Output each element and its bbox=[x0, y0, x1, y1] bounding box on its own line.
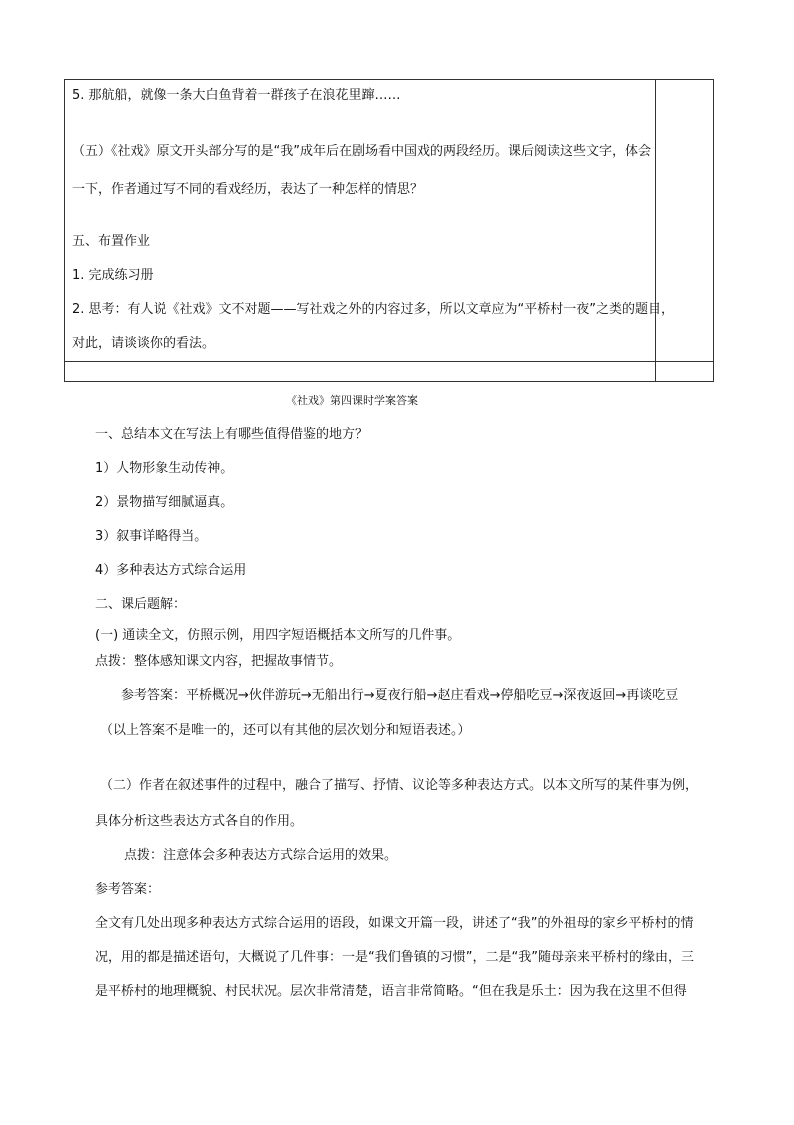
answer-line: 是平桥村的地理概貌、村民状况。层次非常清楚，语言非常简略。“但在我是乐土：因为我在这里不但得 bbox=[95, 984, 687, 999]
table-line: 对此，请谈谈你的看法。 bbox=[72, 336, 216, 351]
answer-line: 2）景物描写细腻逼真。 bbox=[95, 495, 234, 510]
answer-line: 点拨：整体感知课文内容，把握故事情节。 bbox=[95, 654, 343, 669]
table-line: 1. 完成练习册 bbox=[72, 268, 154, 283]
table-line: （五）《社戏》原文开头部分写的是“我”成年后在剧场看中国戏的两段经历。课后阅读这些文字，体会 bbox=[72, 144, 651, 159]
answer-line: （二）作者在叙述事件的过程中，融合了描写、抒情、议论等多种表达方式。以本文所写的某件事为例， bbox=[100, 778, 699, 793]
answer-line: 具体分析这些表达方式各自的作用。 bbox=[95, 814, 304, 829]
table-line: 2. 思考：有人说《社戏》文不对题——写社戏之外的内容过多，所以文章应为“平桥村一夜”之类的题目， bbox=[72, 302, 675, 317]
answer-line: 况，用的都是描述语句，大概说了几件事：一是“我们鲁镇的习惯”，二是“我”随母亲来平桥村的缘由，三 bbox=[95, 950, 694, 965]
answer-line: 参考答案：平桥概况→伙伴游玩→无船出行→夏夜行船→赵庄看戏→停船吃豆→深夜返回→再谈吃豆 bbox=[121, 688, 679, 703]
table-column-divider bbox=[655, 80, 656, 381]
answer-line: 参考答案： bbox=[95, 882, 161, 897]
answer-line: 点拨：注意体会多种表达方式综合运用的效果。 bbox=[124, 848, 398, 863]
answer-line: 二、课后题解： bbox=[95, 597, 187, 612]
answer-line: (一) 通读全文，仿照示例，用四字短语概括本文所写的几件事。 bbox=[95, 628, 461, 643]
answer-line: 1）人物形象生动传神。 bbox=[95, 461, 234, 476]
answer-line: 4）多种表达方式综合运用 bbox=[95, 563, 247, 578]
table-line: 5. 那航船，就像一条大白鱼背着一群孩子在浪花里蹿…… bbox=[72, 88, 401, 103]
table-row-divider bbox=[65, 361, 713, 362]
answer-line: 一、总结本文在写法上有哪些值得借鉴的地方？ bbox=[95, 427, 369, 442]
table-line: 一下，作者通过写不同的看戏经历，表达了一种怎样的情思？ bbox=[72, 182, 424, 197]
answer-line: 全文有几处出现多种表达方式综合运用的语段，如课文开篇一段，讲述了“我”的外祖母的家乡平桥村的情 bbox=[95, 916, 694, 931]
table-line: 五、布置作业 bbox=[72, 234, 151, 249]
answer-title: 《社戏》第四课时学案答案 bbox=[286, 394, 418, 407]
answer-line: （以上答案不是唯一的，还可以有其他的层次划分和短语表述。） bbox=[100, 723, 471, 738]
answer-line: 3）叙事详略得当。 bbox=[95, 529, 208, 544]
